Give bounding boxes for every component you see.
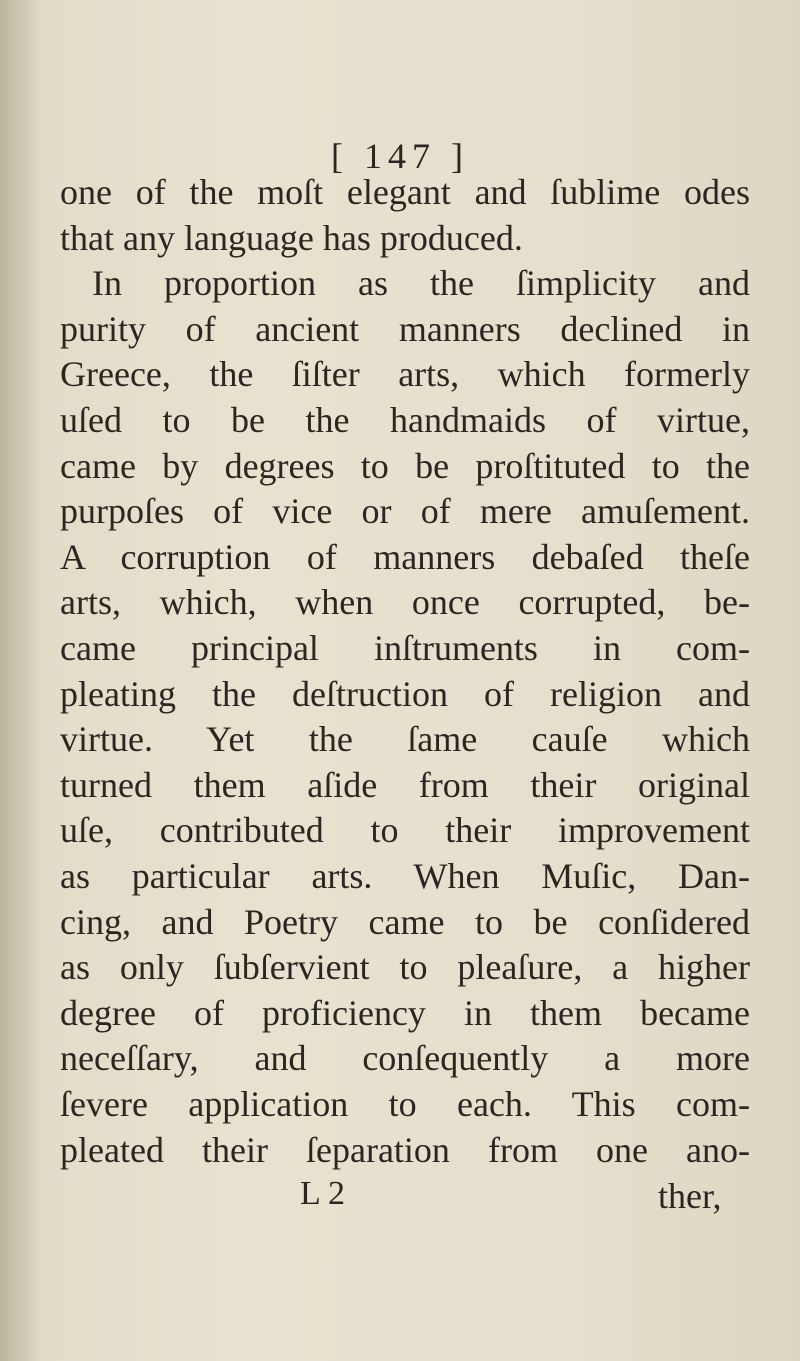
text-line: A corruption of manners debaſed theſe <box>60 537 750 577</box>
text-line: pleated their ſeparation from one ano- <box>60 1130 750 1170</box>
text-line: uſe, contributed to their improvement <box>60 810 750 850</box>
text-line: uſed to be the handmaids of virtue, <box>60 400 750 440</box>
text-line: that any language has produced. <box>60 218 523 258</box>
text-line: turned them aſide from their original <box>60 765 750 805</box>
text-line: came by degrees to be proſtituted to the <box>60 446 750 486</box>
text-line: purpoſes of vice or of mere amuſement. <box>60 491 750 531</box>
text-line: as particular arts. When Muſic, Dan- <box>60 856 750 896</box>
text-line: as only ſubſervient to pleaſure, a higher <box>60 947 750 987</box>
text-line: arts, which, when once corrupted, be- <box>60 582 750 622</box>
page-number-header: [ 147 ] <box>331 136 469 176</box>
catchword: ther, <box>658 1176 722 1216</box>
text-line: neceſſary, and conſequently a more <box>60 1038 750 1078</box>
text-line: In proportion as the ſimplicity and <box>92 263 750 303</box>
text-line: came principal inſtruments in com- <box>60 628 750 668</box>
text-line: purity of ancient manners declined in <box>60 309 750 349</box>
text-line: one of the moſt elegant and ſublime odes <box>60 172 750 212</box>
text-line: Greece, the ſiſter arts, which formerly <box>60 354 750 394</box>
text-line: pleating the deſtruction of religion and <box>60 674 750 714</box>
signature-mark: L 2 <box>300 1175 346 1212</box>
text-line: virtue. Yet the ſame cauſe which <box>60 719 750 759</box>
text-line: degree of proficiency in them became <box>60 993 750 1033</box>
text-line: cing, and Poetry came to be conſidered <box>60 902 750 942</box>
text-line: ſevere application to each. This com- <box>60 1084 750 1124</box>
